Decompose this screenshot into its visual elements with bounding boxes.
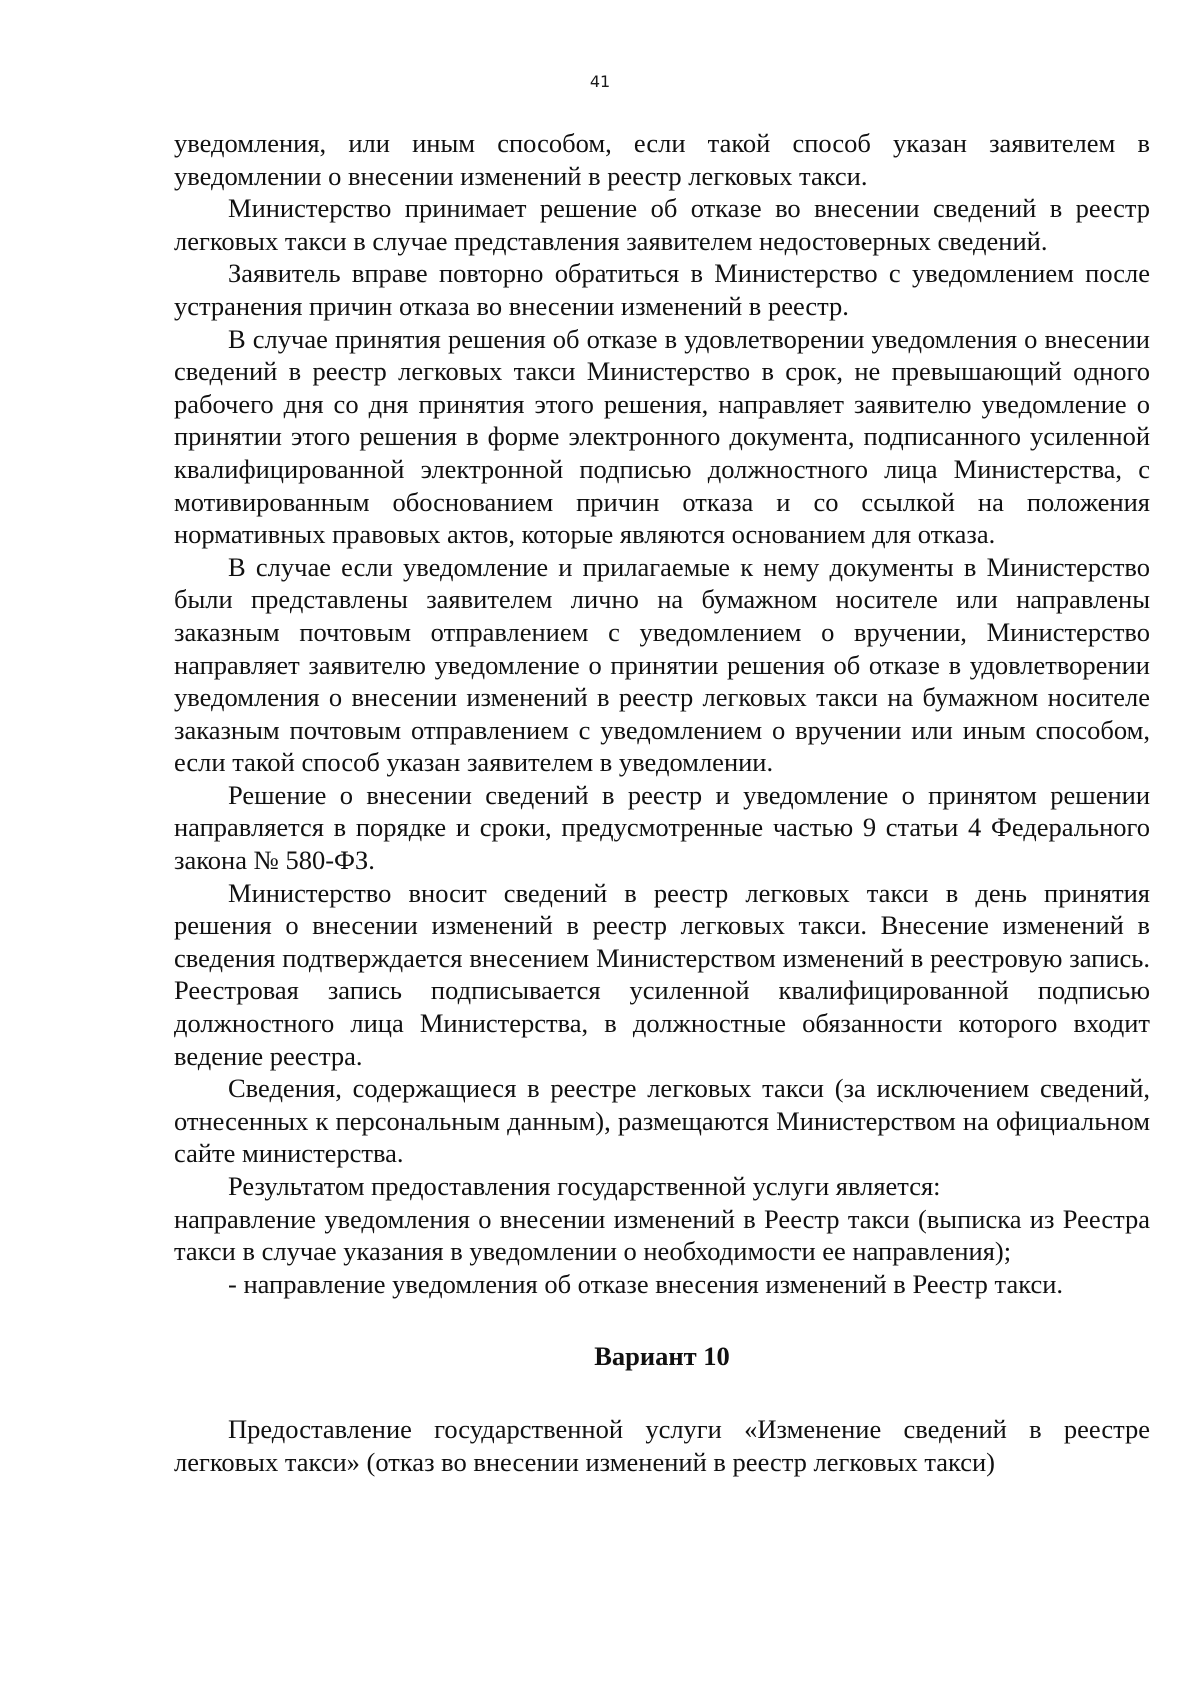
paragraph-7: Министерство вносит сведений в реестр легковых такси в день принятия решения о внесении изменений в реестр легковых такси. Внесение изменений в сведения подтверждается внесением Министерством изменений в реестровую запись. Реестровая запись подписывается усиленной квалифицированной подписью должностного лица Министерства, в должностные обязанности которого входит ведение реестра. <box>174 877 1150 1071</box>
paragraph-11: - направление уведомления об отказе внесения изменений в Реестр такси. <box>228 1268 1064 1299</box>
paragraph-9: Результатом предоставления государственной услуги является: <box>228 1171 941 1201</box>
paragraph-4: В случае принятия решения об отказе в удовлетворении уведомления о внесении сведений в реестр легковых такси Министерство в срок, не превышающий одного рабочего дня со дня принятия этого решения, направляет заявителю уведомление о принятии этого решения в форме электронного документа, подписанного усиленной квалифицированной электронной подписью должностного лица Министерства, с мотивированным обоснованием причин отказа и со ссылкой на положения нормативных правовых актов, которые являются основанием для отказа. <box>174 323 1150 550</box>
paragraph-2: Министерство принимает решение об отказе во внесении сведений в реестр легковых такси в случае представления заявителем недостоверных сведений. <box>174 193 1150 256</box>
final-paragraph: Предоставление государственной услуги «Изменение сведений в реестре легковых такси» (отказ во внесении изменений в реестр легковых такси) <box>174 1413 1150 1477</box>
paragraph-5: В случае если уведомление и прилагаемые к нему документы в Министерство были представлены заявителем лично на бумажном носителе или направлены заказным почтовым отправлением с уведомлением о вручении, Министерство направляет заявителю уведомление о принятии решения об отказе в удовлетворении уведомления о внесении изменений в реестр легковых такси на бумажном носителе заказным почтовым отправлением с уведомлением о вручении или иным способом, если такой способ указан заявителем в уведомлении. <box>174 551 1150 778</box>
document-body <box>174 127 1150 1478</box>
paragraph-6: Решение о внесении сведений в реестр и уведомление о принятом решении направляется в порядке и сроки, предусмотренные частью 9 статьи 4 Федерального закона № 580-ФЗ. <box>174 779 1150 876</box>
section-heading: Вариант 10 <box>594 1341 730 1372</box>
page-number: 41 <box>589 72 611 91</box>
paragraph-10: направление уведомления о внесении изменений в Реестр такси (выписка из Реестра такси в случае указания в уведомлении о необходимости ее направления); <box>174 1203 1150 1267</box>
paragraph-1: уведомления, или иным способом, если такой способ указан заявителем в уведомлении о внесении изменений в реестр легковых такси. <box>174 128 1150 191</box>
paragraph-3: Заявитель вправе повторно обратиться в Министерство с уведомлением после устранения причин отказа во внесении изменений в реестр. <box>174 258 1150 321</box>
paragraph-8: Сведения, содержащиеся в реестре легковых такси (за исключением сведений, отнесенных к персональным данным), размещаются Министерством на официальном сайте министерства. <box>174 1073 1150 1169</box>
